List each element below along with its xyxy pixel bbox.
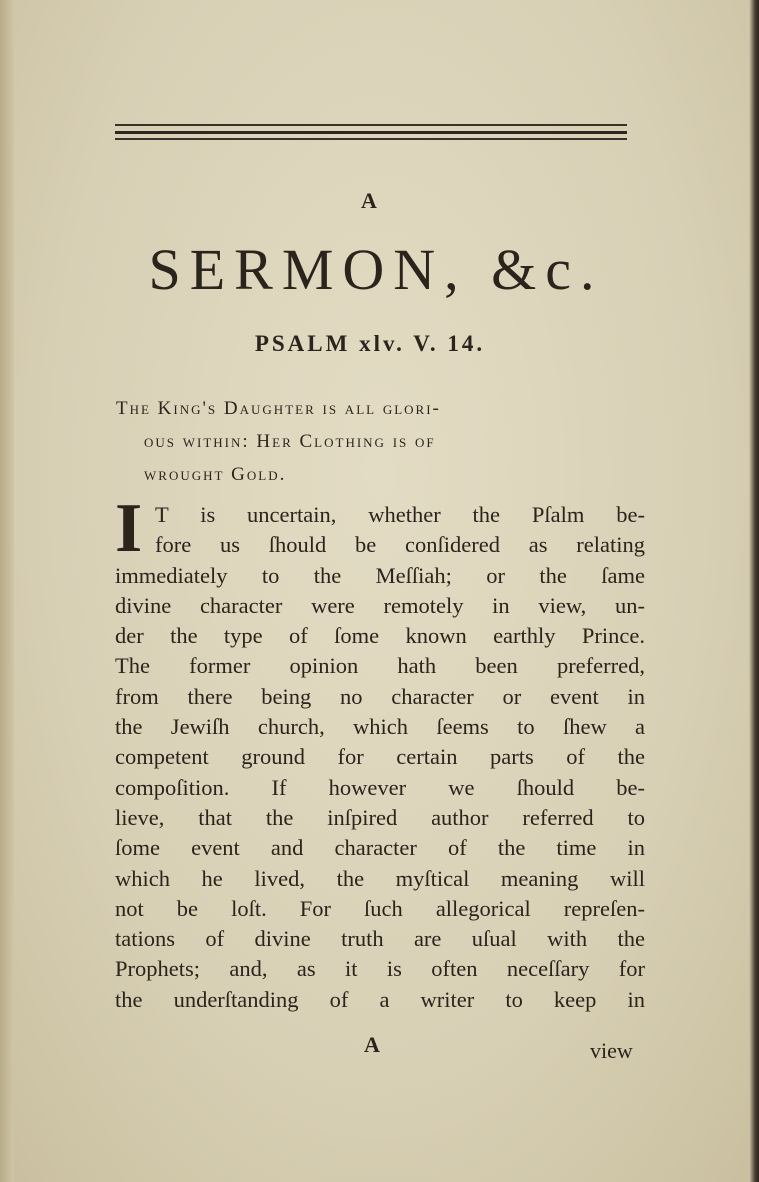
psalm-reference: PSALM xlv. V. 14. — [254, 331, 486, 356]
heading-article: A — [361, 188, 379, 213]
page-left-edge — [0, 0, 14, 1182]
catchword: view — [590, 1038, 633, 1063]
epigraph-line: ous within: Her Clothing is of — [144, 431, 436, 452]
body-text — [115, 500, 645, 1015]
epigraph-line: wrought Gold. — [144, 464, 287, 485]
body-line: the Jewiſh church, which ſeems to ſhew a — [115, 714, 645, 740]
body-line: fore us ſhould be conſidered as relating — [155, 532, 645, 558]
body-line: The former opinion hath been preferred, — [115, 653, 645, 679]
epigraph — [116, 392, 656, 491]
epigraph-line: The King's Daughter is all glori- — [116, 398, 441, 419]
body-line: tations of divine truth are uſual with the — [115, 926, 645, 952]
body-line: lieve, that the inſpired author referred to — [115, 804, 645, 830]
header-rule-bottom — [115, 138, 627, 140]
header-rule-middle — [115, 131, 627, 134]
drop-cap: I — [115, 490, 143, 567]
body-line: the underſtanding of a writer to keep in — [115, 986, 645, 1012]
body-line: Prophets; and, as it is often neceſſary for — [115, 956, 645, 982]
body-line: compoſition. If however we ſhould be- — [115, 774, 645, 800]
body-line: competent ground for certain parts of the — [115, 744, 645, 770]
body-line: divine character were remotely in view, un- — [115, 592, 645, 618]
header-rule-top — [115, 124, 627, 126]
body-line: ſome event and character of the time in — [115, 835, 645, 861]
body-line: which he lived, the myſtical meaning will — [115, 865, 645, 891]
body-line: T is uncertain, whether the Pſalm be- — [155, 502, 645, 527]
body-line: not be loſt. For ſuch allegorical repreſen- — [115, 895, 645, 921]
page-title: SERMON, &c. — [148, 237, 604, 302]
body-line: der the type of ſome known earthly Prince. — [115, 623, 645, 649]
page-right-edge — [749, 0, 759, 1182]
body-line: immediately to the Meſſiah; or the ſame — [115, 562, 645, 588]
page-footer — [0, 1032, 759, 1062]
signature-mark: A — [364, 1032, 380, 1057]
body-line: from there being no character or event in — [115, 683, 645, 709]
